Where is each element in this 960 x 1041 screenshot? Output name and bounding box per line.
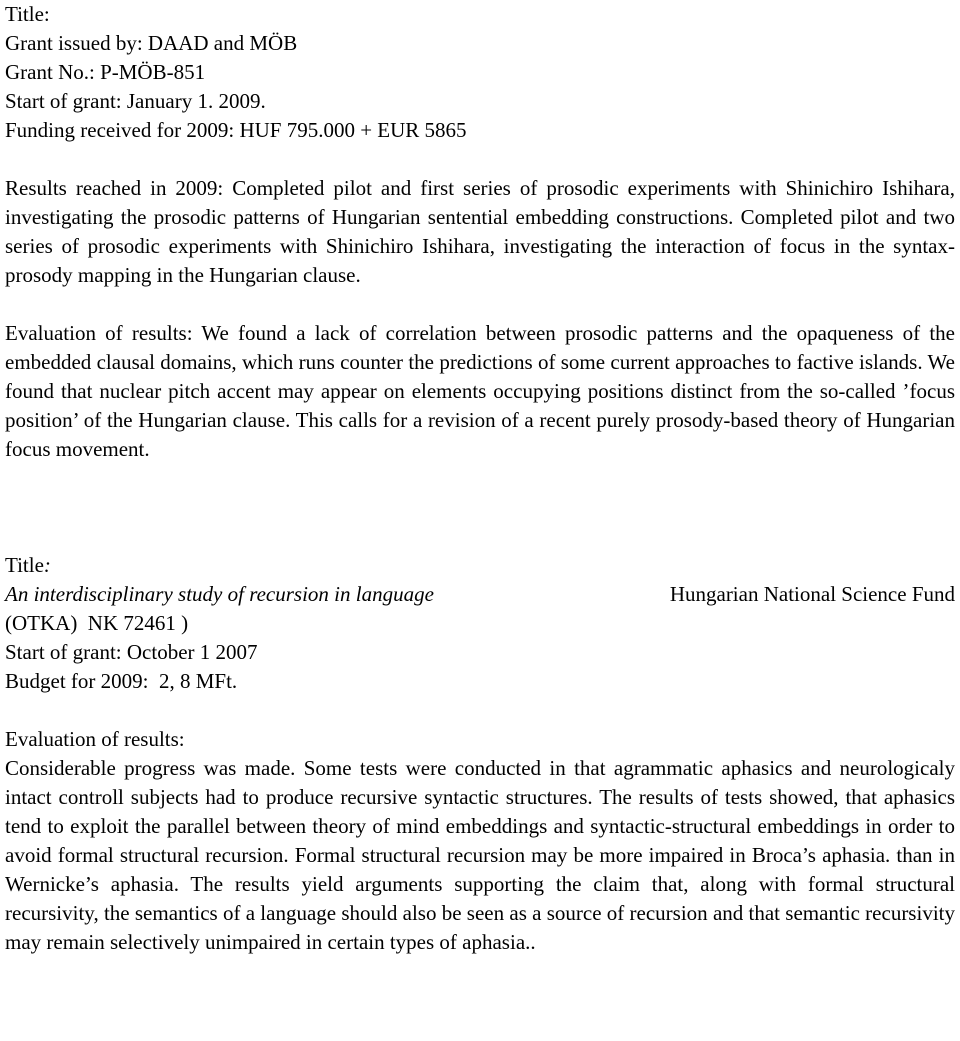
budget-line: Budget for 2009: 2, 8 MFt. [5,669,238,693]
fund-code-line: (OTKA) NK 72461 ) [5,611,189,635]
document-page [5,0,955,957]
grant-number-line: Grant No.: P-MÖB-851 [5,60,206,84]
grant-issued-line: Grant issued by: DAAD and MÖB [5,31,298,55]
spacer [5,145,955,174]
funding-line: Funding received for 2009: HUF 795.000 + EUR 5865 [5,118,467,142]
section2-start-line: Start of grant: October 1 2007 [5,640,258,664]
study-title-row [5,580,955,609]
section2-title-label [5,551,955,580]
study-title: An interdisciplinary study of recursion in language [5,582,434,606]
spacer [5,290,955,319]
section2-evaluation-label: Evaluation of results: [5,727,185,751]
spacer [5,696,955,725]
results-paragraph: Results reached in 2009: Completed pilot and first series of prosodic experiments with Shinichiro Ishihara, investigating the prosodic patterns of Hungarian sentential embedding constructions. Completed pilot and two series of prosodic experiments with Shinichiro Ishihara, investigating the interaction of focus in the syntax-prosody mapping in the Hungarian clause. [5,176,955,287]
spacer [5,464,955,551]
section2-title-text: Title [5,553,44,577]
evaluation-paragraph: Evaluation of results: We found a lack of correlation between prosodic patterns and the opaqueness of the embedded clausal domains, which runs counter the predictions of some current approaches to factive islands. We found that nuclear pitch accent may appear on elements occupying positions distinct from the so-called ’focus position’ of the Hungarian clause. This calls for a revision of a recent purely prosody-based theory of Hungarian focus movement. [5,321,955,461]
section1-title-label: Title: [5,2,50,26]
fund-name: Hungarian National Science Fund [669,582,955,606]
section2-title-colon: : [43,553,51,577]
grant-start-line: Start of grant: January 1. 2009. [5,89,266,113]
section2-evaluation-paragraph: Considerable progress was made. Some tests were conducted in that agrammatic aphasics and neurologicaly intact controll subjects had to produce recursive syntactic structures. The results of tests showed, that aphasics tend to exploit the parallel between theory of mind embeddings and syntactic-structural embeddings in order to avoid formal structural recursion. Formal structural recursion may be more impaired in Broca’s aphasia. than in Wernicke’s aphasia. The results yield arguments supporting the claim that, along with formal structural recursivity, the semantics of a language should also be seen as a source of recursion and that semantic recursivity may remain selectively unimpaired in certain types of aphasia.. [5,756,955,954]
